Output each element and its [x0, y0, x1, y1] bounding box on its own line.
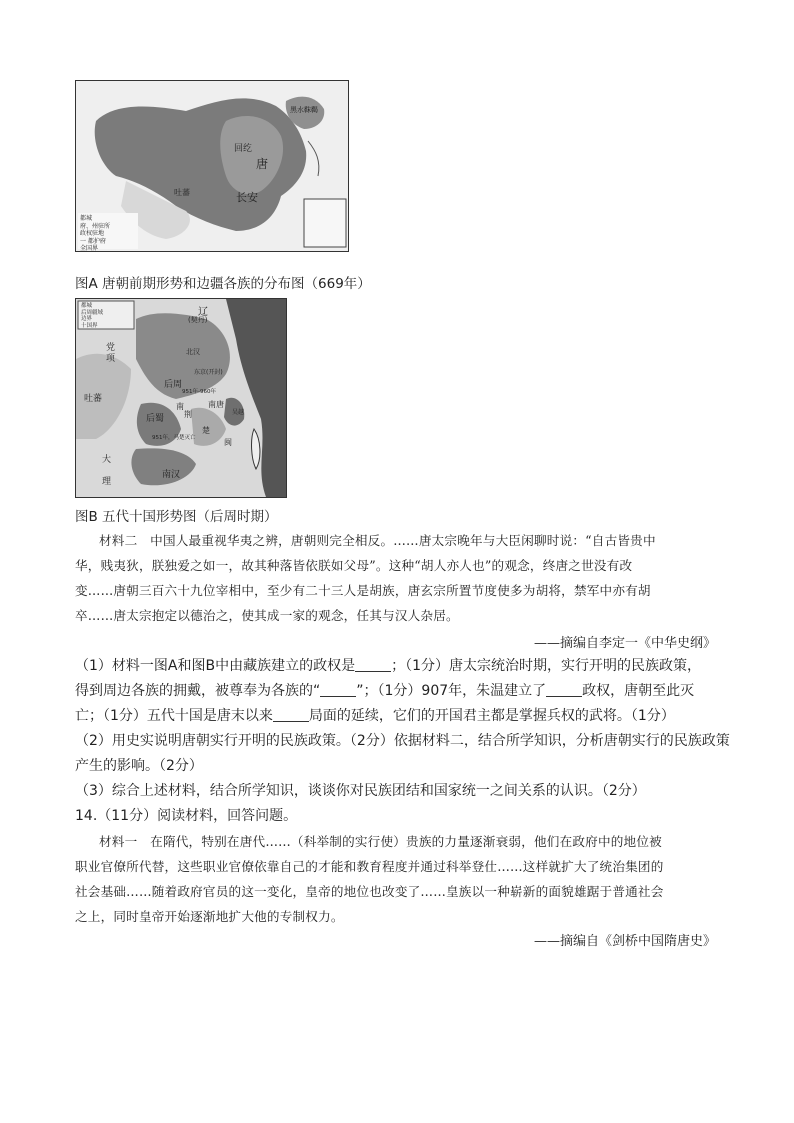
question-block — [75, 654, 745, 829]
map-b-legend-item: 边界 — [81, 316, 93, 322]
material-1-line: 社会基础……随着政府官员的这一变化，皇帝的地位也改变了……皇族以一种崭新的面貌雄踞于普通社会 — [75, 884, 664, 899]
answer-blank[interactable] — [355, 657, 391, 672]
map-b-label-nan-tang: 南唐 — [208, 400, 224, 409]
map-a-caption: 图A 唐朝前期形势和边疆各族的分布图（669年） — [75, 276, 371, 292]
map-b-label-liao: 辽 — [198, 307, 208, 318]
question-text: 亡；（1分）五代十国是唐末以来 — [75, 708, 273, 724]
map-a-legend-item: 政权驻地 — [80, 230, 105, 237]
map-b-legend-item: 都城 — [81, 303, 93, 309]
question-1-line-3 — [75, 704, 745, 729]
map-b-caption: 图B 五代十国形势图（后周时期） — [75, 509, 278, 525]
material-1-source: ——摘编自《剑桥中国隋唐史》 — [533, 934, 716, 949]
material-1-line: 职业官僚所代替，这些职业官僚依靠自己的才能和教育程度并通过科举登仕……这样就扩大了统治集团的 — [75, 859, 664, 874]
question-text: 政权，唐朝至此灭 — [582, 683, 695, 699]
map-a-label-tubo: 吐蕃 — [174, 188, 190, 197]
question-text: 局面的延续，它们的开国君主都是掌握兵权的武将。（1分） — [308, 708, 675, 724]
map-b-label-da-li: 大理 — [102, 455, 112, 487]
question-2-line-2: 产生的影响。（2分） — [75, 758, 203, 774]
map-b-label-qidan: (契丹) — [188, 316, 208, 324]
material-2-line: 材料二 中国人最重视华夷之辨，唐朝则完全相反。……唐太宗晚年与大臣闲聊时说：“自古皆贵中 — [99, 533, 656, 548]
material-1-q14 — [75, 829, 735, 929]
map-a-label-tang: 唐 — [256, 157, 269, 171]
map-a-legend-item: 府、州驻所 — [80, 222, 111, 230]
material-2-line: 华，贱夷狄，朕独爱之如一，故其种落皆依朕如父母”。这种“胡人亦人也”的观念，终唐之世没有改 — [75, 558, 633, 573]
map-a-label-huihe: 回纥 — [234, 144, 253, 154]
material-2 — [75, 528, 735, 628]
material-2-line: 卒……唐太宗抱定以德治之，使其成一家的观念，任其与汉人杂居。 — [75, 608, 459, 623]
map-a-label-mohe: 黑水靺鞨 — [290, 106, 318, 114]
map-b-label-hou-shu: 后蜀 — [146, 414, 165, 424]
map-b-label-dangxiang: 党项 — [106, 343, 116, 364]
question-text: 得到周边各族的拥戴，被尊奉为各族的“ — [75, 683, 321, 699]
material-1-line: 之上，同时皇帝开始逐渐地扩大他的专制权力。 — [75, 909, 344, 924]
map-b-legend-item: 后周疆域 — [81, 309, 104, 316]
map-a — [75, 80, 349, 252]
map-b-label-beihan: 北汉 — [186, 348, 200, 356]
material-1-line: 材料一 在隋代，特别在唐代……（科举制的实行使）贵族的力量逐渐衰弱，他们在政府中的地位被 — [99, 834, 662, 849]
map-a-legend-item: 都城 — [80, 215, 93, 222]
map-b-label-hou-zhou: 后周 — [164, 380, 183, 390]
map-b-label-note: 951年，马楚灭亡 — [152, 435, 196, 441]
map-b-label-wu-yue: 吴越 — [232, 409, 245, 416]
map-a-label-changan: 长安 — [236, 191, 258, 204]
material-2-source: ——摘编自李定一《中华史纲》 — [533, 636, 716, 651]
question-3: （3）综合上述材料，结合所学知识，谈谈你对民族团结和国家统一之间关系的认识。（2分） — [75, 783, 646, 799]
map-b-label-chu: 楚 — [202, 426, 210, 435]
question-2-line-1: （2）用史实说明唐朝实行开明的民族政策。（2分）依据材料二，结合所学知识，分析唐朝实行的民族政策 — [75, 733, 730, 749]
map-b-label-tubo: 吐蕃 — [84, 394, 103, 404]
map-b — [75, 298, 287, 498]
map-a-legend — [80, 215, 110, 252]
answer-blank[interactable] — [320, 682, 356, 697]
question-text: （1）材料一图A和图B中由藏族建立的政权是 — [75, 658, 356, 674]
question-1-line-2 — [75, 679, 745, 704]
question-14-header: 14.（11分）阅读材料，回答问题。 — [75, 808, 298, 824]
map-b-legend — [81, 303, 103, 329]
map-a-legend-item: 全国界 — [80, 245, 99, 252]
question-text: ”；（1分）907年，朱温建立了 — [356, 683, 547, 699]
question-text: ；（1分）唐太宗统治时期，实行开明的民族政策， — [391, 658, 701, 674]
map-b-label-jing: 荆 — [184, 410, 192, 419]
map-a-legend-item: 一 都护府 — [80, 237, 106, 245]
map-b-label-nan: 南 — [176, 402, 184, 411]
material-2-line: 变……唐朝三百六十九位宰相中，至少有二十三人是胡族，唐玄宗所置节度使多为胡将，禁军中亦有胡 — [75, 583, 651, 598]
map-b-label-kaifeng: 东京(开封) — [194, 369, 223, 376]
map-b-label-year-note: 951年-960年 — [182, 389, 216, 395]
question-1-line-1 — [75, 654, 745, 679]
answer-blank[interactable] — [546, 682, 582, 697]
map-b-label-nan-han: 南汉 — [162, 470, 181, 480]
map-b-label-min: 闽 — [224, 438, 232, 447]
map-b-legend-item: 十国界 — [81, 322, 98, 329]
answer-blank[interactable] — [273, 707, 309, 722]
